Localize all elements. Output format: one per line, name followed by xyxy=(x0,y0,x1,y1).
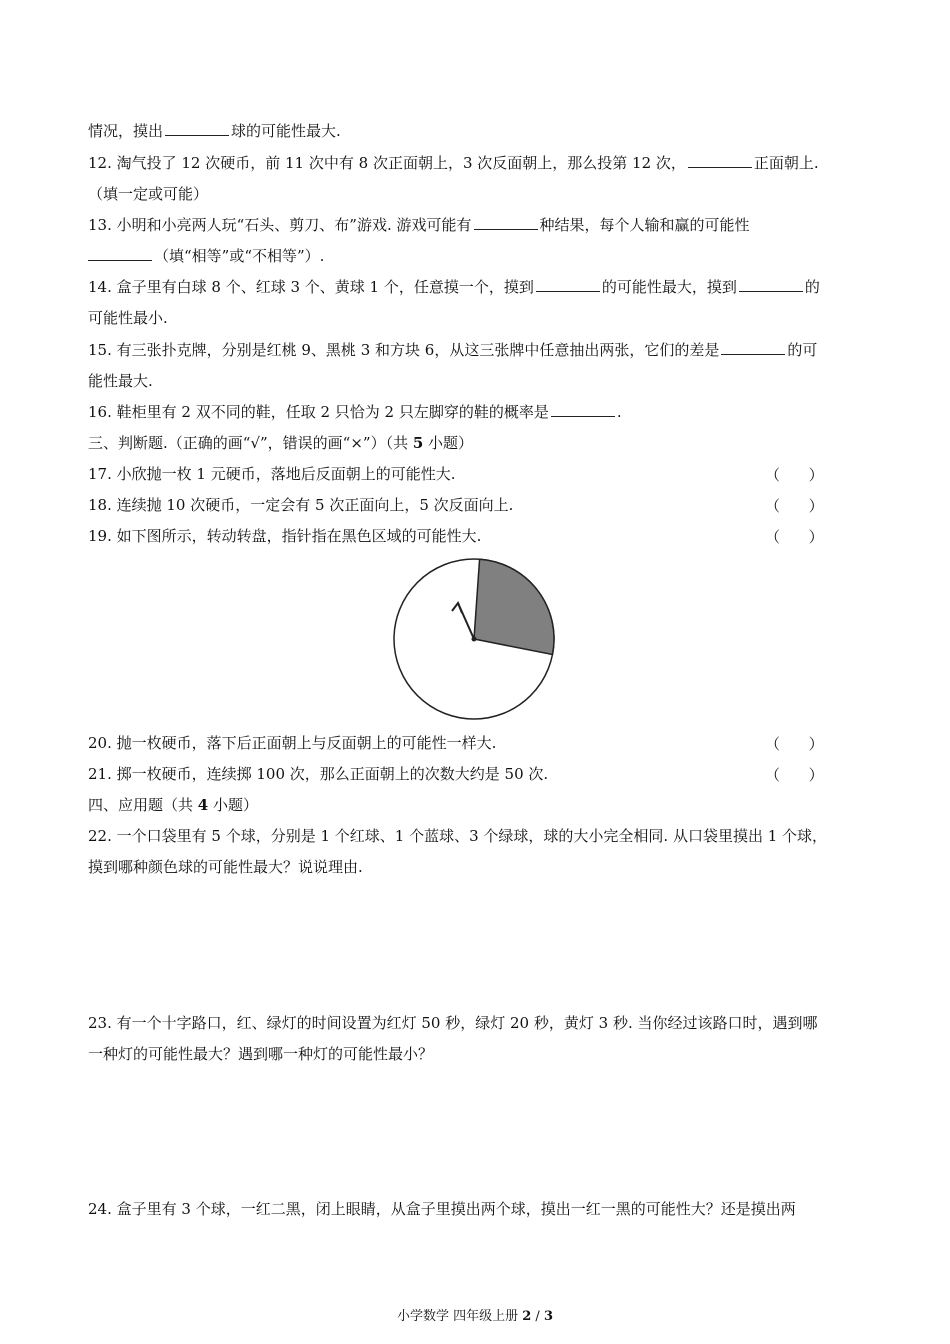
answer-blank[interactable] xyxy=(88,246,152,261)
q13-line2: （填“相等”或“不相等”）. xyxy=(88,246,324,266)
section4-heading: 四、应用题（共 4 小题） xyxy=(88,796,258,814)
q12: 12. 淘气投了 12 次硬币，前 11 次中有 8 次正面朝上，3 次反面朝上，那么投第 12 次， 正面朝上. xyxy=(88,154,819,172)
q21: 21. 掷一枚硬币，连续掷 100 次，那么正面朝上的次数大约是 50 次. xyxy=(88,765,549,783)
answer-paren[interactable]: （ ） xyxy=(765,528,824,546)
answer-blank[interactable] xyxy=(721,340,785,355)
section3-heading: 三、判断题.（正确的画“√”，错误的画“×”）（共 5 小题） xyxy=(88,434,474,452)
q22-line2: 摸到哪种颜色球的可能性最大？说说理由. xyxy=(88,858,363,876)
q16: 16. 鞋柜里有 2 双不同的鞋，任取 2 只恰为 2 只左脚穿的鞋的概率是 . xyxy=(88,403,622,421)
answer-blank[interactable] xyxy=(165,121,229,136)
q11-tail: 情况，摸出 球的可能性最大. xyxy=(88,122,341,140)
q14-line2: 可能性最小. xyxy=(88,309,168,327)
q12-line2: （填一定或可能） xyxy=(88,185,209,203)
answer-blank[interactable] xyxy=(688,153,752,168)
q22: 22. 一个口袋里有 5 个球，分别是 1 个红球、1 个蓝球、3 个绿球，球的大小完全相同. 从口袋里摸出 1 个球， xyxy=(88,827,828,845)
q17: 17. 小欣抛一枚 1 元硬币，落地后反面朝上的可能性大. xyxy=(88,465,456,483)
q18: 18. 连续抛 10 次硬币，一定会有 5 次正面向上，5 次反面向上. xyxy=(88,496,514,514)
spinner-figure xyxy=(388,553,560,725)
q15: 15. 有三张扑克牌，分别是红桃 9、黑桃 3 和方块 6，从这三张牌中任意抽出两张，它们的差是 的可 xyxy=(88,341,818,359)
spinner-center xyxy=(472,637,477,642)
q20: 20. 抛一枚硬币，落下后正面朝上与反面朝上的可能性一样大. xyxy=(88,734,497,752)
q23-line2: 一种灯的可能性最大？遇到哪一种灯的可能性最小？ xyxy=(88,1045,434,1063)
answer-blank[interactable] xyxy=(739,277,803,292)
spinner-shaded-sector xyxy=(474,559,554,654)
answer-paren[interactable]: （ ） xyxy=(765,766,824,784)
answer-paren[interactable]: （ ） xyxy=(765,497,824,515)
q14: 14. 盒子里有白球 8 个、红球 3 个、黄球 1 个，任意摸一个，摸到 的可能性最大，摸到 的 xyxy=(88,278,820,296)
q24: 24. 盒子里有 3 个球，一红二黑，闭上眼睛，从盒子里摸出两个球，摸出一红一黑的可能性大？还是摸出两 xyxy=(88,1200,796,1218)
q13: 13. 小明和小亮两人玩“石头、剪刀、布”游戏. 游戏可能有 种结果，每个人输和赢的可能性 xyxy=(88,216,750,234)
answer-paren[interactable]: （ ） xyxy=(765,466,824,484)
q23: 23. 有一个十字路口，红、绿灯的时间设置为红灯 50 秒，绿灯 20 秒，黄灯 3 秒. 当你经过该路口时，遇到哪 xyxy=(88,1014,818,1032)
page-footer: 小学数学 四年级上册 2 / 3 xyxy=(396,1309,553,1324)
answer-blank[interactable] xyxy=(551,402,615,417)
answer-blank[interactable] xyxy=(536,277,600,292)
q15-line2: 能性最大. xyxy=(88,372,153,390)
q19: 19. 如下图所示，转动转盘，指针指在黑色区域的可能性大. xyxy=(88,527,482,545)
answer-paren[interactable]: （ ） xyxy=(765,735,824,753)
answer-blank[interactable] xyxy=(474,215,538,230)
